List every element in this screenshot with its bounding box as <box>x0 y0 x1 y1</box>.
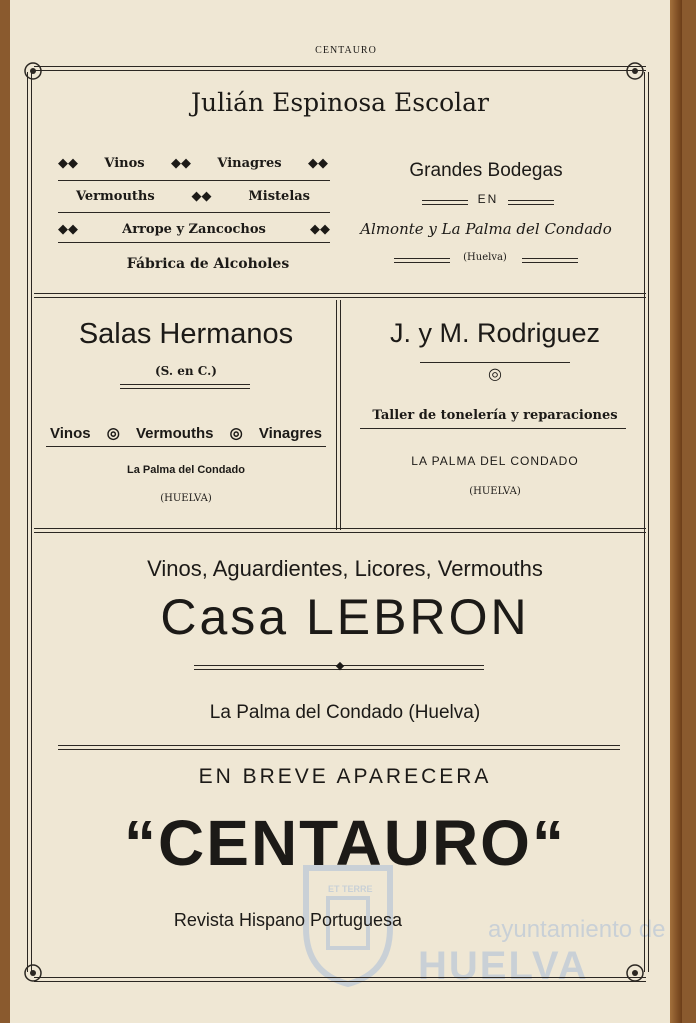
watermark-line2: HUELVA <box>418 944 589 988</box>
ad1-name: Julián Espinosa Escolar <box>191 88 489 117</box>
corner-ornament-icon <box>624 60 646 86</box>
ad1-dash-left <box>394 258 450 263</box>
ad3-trade: Taller de tonelería y reparaciones <box>372 408 618 423</box>
product-vinagres: Vinagres <box>217 156 282 171</box>
watermark-line1: ayuntamiento de <box>488 916 666 943</box>
ad1-rule <box>58 180 330 181</box>
ring-ornament-icon: ◆ <box>335 659 345 672</box>
ad1-dash-right <box>522 258 578 263</box>
product-vinos: Vinos <box>50 424 91 442</box>
section-divider <box>34 293 646 298</box>
ad2-rule <box>120 384 250 389</box>
ad1-rule <box>58 242 330 243</box>
section-divider <box>34 528 646 533</box>
diamond-ornament-icon: ◆◆ <box>58 156 78 171</box>
ad1-rule <box>58 212 330 213</box>
diamond-ornament-icon: ◆◆ <box>191 189 212 204</box>
diamond-ornament-icon: ◆◆ <box>58 222 78 237</box>
diamond-ornament-icon: ◆◆ <box>171 156 191 171</box>
product-vinos: Vinos <box>104 156 145 171</box>
ad3-town: LA PALMA DEL CONDADO <box>411 454 579 468</box>
ad1-product-row1 <box>58 156 328 171</box>
ad1-en: EN <box>477 192 499 206</box>
frame-bottom <box>34 977 646 982</box>
page-edge <box>670 0 682 1023</box>
ad2-province: (HUELVA) <box>160 493 212 504</box>
ad2-products <box>50 424 322 442</box>
diamond-ornament-icon: ◆◆ <box>309 222 330 237</box>
ad5-title: “CENTAURO“ <box>124 807 566 879</box>
ad4-town: La Palma del Condado (Huelva) <box>209 702 481 723</box>
ad2-company: (S. en C.) <box>154 364 217 378</box>
corner-ornament-icon <box>22 60 44 86</box>
ad1-province: (Huelva) <box>463 252 507 263</box>
ad1-factory: Fábrica de Alcoholes <box>126 256 290 272</box>
watermark-shield-text: ET TERRE <box>328 884 373 894</box>
section-divider <box>58 745 620 750</box>
ad2-name: Salas Hermanos <box>78 318 294 350</box>
ad1-dash-left <box>422 200 468 205</box>
magazine-page <box>10 0 682 1023</box>
column-divider <box>336 300 341 530</box>
ad1-product-row2 <box>76 189 310 204</box>
ad1-places: Almonte y La Palma del Condado <box>360 220 612 238</box>
ad2-rule <box>46 446 326 447</box>
ad1-product-row3 <box>58 222 330 237</box>
product-arrope: Arrope y Zancochos <box>122 222 266 237</box>
product-vermouths: Vermouths <box>135 424 214 442</box>
product-mistelas: Mistelas <box>248 189 310 204</box>
ad3-rule <box>420 362 570 363</box>
ad1-bodegas: Grandes Bodegas <box>409 160 563 181</box>
ad5-announce: EN BREVE APARECERA <box>198 765 492 788</box>
ad4-name: Casa LEBRON <box>160 589 530 645</box>
frame-top <box>34 66 646 71</box>
diamond-ornament-icon: ◆◆ <box>307 156 328 171</box>
ad2-town: La Palma del Condado <box>127 464 245 476</box>
ad3-province: (HUELVA) <box>469 486 521 497</box>
product-vermouths: Vermouths <box>76 189 155 204</box>
ring-ornament-icon: ◎ <box>488 364 502 383</box>
ring-ornament-icon: ◎ <box>106 425 120 442</box>
ad4-products: Vinos, Aguardientes, Licores, Vermouths <box>147 556 543 581</box>
ad5-subtitle: Revista Hispano Portuguesa <box>173 910 403 930</box>
ad3-rule <box>360 428 626 429</box>
corner-ornament-icon <box>624 962 646 988</box>
ad3-name: J. y M. Rodriguez <box>389 318 601 348</box>
ring-ornament-icon: ◎ <box>229 425 243 442</box>
ad1-dash-right <box>508 200 554 205</box>
running-head: CENTAURO <box>315 45 377 56</box>
product-vinagres: Vinagres <box>258 424 322 442</box>
corner-ornament-icon <box>22 962 44 988</box>
